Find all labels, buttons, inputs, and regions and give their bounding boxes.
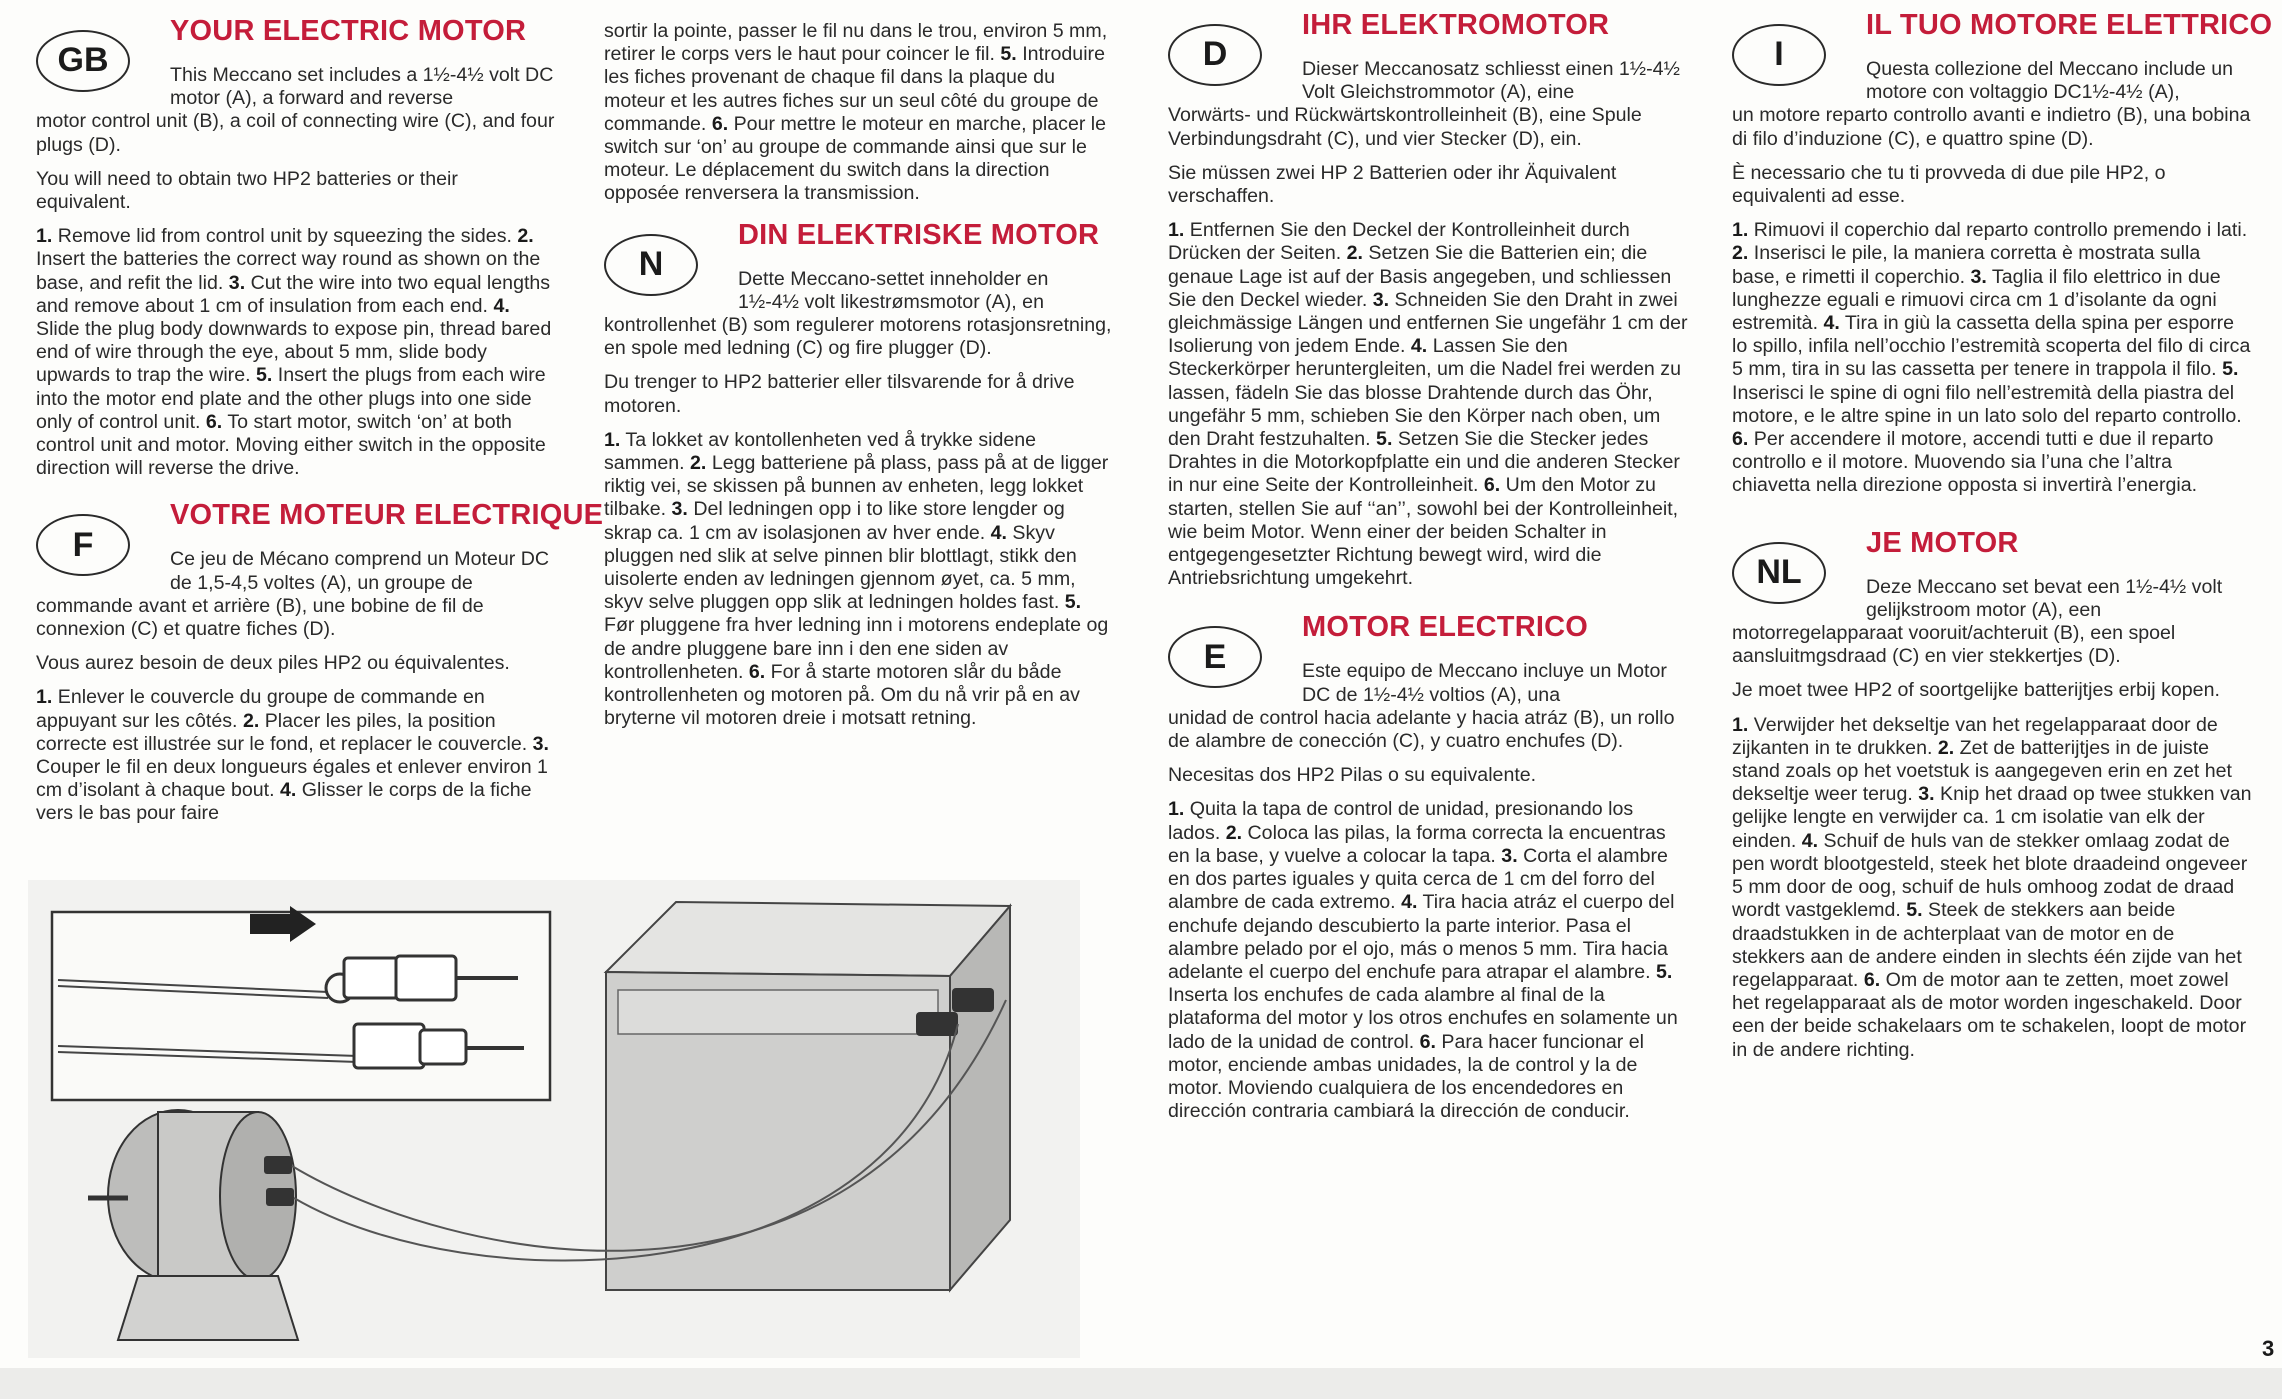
section-i (1732, 9, 2273, 498)
step-text: Placer les piles, la position correcte est illustrée sur le fond, et replacer le couvercle. (36, 709, 533, 755)
language-badge-nl: NL (1732, 542, 1826, 604)
step-text: Taglia il filo elettrico in due lunghezze eguali e rimuovi circa cm 1 d’isolante da ogni estremità. (1732, 265, 2221, 335)
section-n (604, 218, 1114, 731)
step-text: Entfernen Sie den Deckel der Kontrolleinheit durch Drücken der Seiten. (1168, 219, 1630, 265)
section-nl (1732, 526, 2252, 1062)
step-number: 3. (1970, 265, 1987, 288)
step-text: Tira hacia atráz el cuerpo del enchufe dejando descubierto la parte interior. Pasa el alambre pelado por el ojo, más o menos 5 mm. Tira hacia adelante el cuerpo del enchufe para atrapar el alambre. (1168, 891, 1675, 983)
step-text: Schuif de huls van de stekker omlaag zodat de pen wordt blootgesteld, steek het blote draadeind ongeveer 5 mm door de oog, schuif de huls omhoog zodat de draad wordt vastgeklemd. (1732, 829, 2248, 922)
step-text: Coloca las pilas, la forma correcta la encuentras en la base, y vuelve a colocar la tapa. (1168, 821, 1666, 867)
section-title-f: VOTRE MOTEUR ELECTRIQUE (170, 499, 604, 532)
step-number: 6. (1419, 1030, 1436, 1053)
section-f (36, 499, 604, 825)
step-number: 2. (1732, 242, 1749, 265)
step-text: Inserta los enchufes de cada alambre al final de la plataforma del motor y los otros enchufes en solamente un lado de la unidad de control. (1168, 984, 1678, 1053)
column-4 (1732, 9, 2273, 1062)
step-text: Glisser le corps de la fiche vers le bas pour faire (36, 779, 532, 825)
step-number: 5. (1000, 43, 1017, 66)
step-text: Ta lokket av kontollenheten ved å trykke sidene sammen. (604, 428, 1037, 475)
batteries-d: Sie müssen zwei HP 2 Batterien oder ihr Äquivalent verschaffen. (1168, 161, 1617, 208)
step-number: 2. (690, 452, 707, 475)
step-number: 2. (1937, 736, 1955, 759)
step-number: 4. (1801, 829, 1819, 852)
step-number: 5. (1656, 960, 1673, 983)
intro-e-rest: unidad de control hacia adelante y hacia atráz (B), un rollo de alambre de conección (C), y cuatro enchufes (D). (1168, 706, 1675, 753)
step-text: Remove lid from control unit by squeezing the sides. (52, 225, 518, 248)
steps-d (1168, 219, 1688, 590)
section-title-nl: JE MOTOR (1866, 526, 2019, 559)
step-number: 1. (1168, 219, 1185, 242)
step-text: Lassen Sie den Steckerkörper heruntergleiten, um die Nadel frei werden zu lassen, fädeln Sie das blosse Drahtende durch das Öhr, ungefähr 5 mm, schieben Sie den Körper nach oben, um den Draht festzuhalten. (1168, 335, 1681, 451)
section-gb (36, 15, 556, 480)
language-badge-i: I (1732, 24, 1826, 86)
step-text: Verwijder het dekseltje van het regelapparaat door de zijkanten in te drukken. (1732, 713, 2218, 759)
step-number: 1. (1732, 713, 1749, 736)
step-number: 6. (711, 112, 729, 135)
bottom-margin-band (0, 1368, 2282, 1399)
step-number: 3. (1501, 844, 1518, 867)
step-text: Enlever le couvercle du groupe de commande en appuyant sur les côtés. (36, 686, 485, 732)
step-text: Knip het draad op twee stukken van gelijke lengte en verwijder ca. 1 cm isolatie van elk der einden. (1732, 783, 2252, 852)
step-text: Legg batteriene på plass, pass på at de ligger riktig vei, se skissen på bunnen av enheten, legg lokket tilbake. (604, 452, 1109, 521)
step-number: 5. (1906, 899, 1923, 922)
batteries-i: È necessario che tu ti provveda di due pile HP2, o equivalenti ad esse. (1732, 161, 2166, 208)
intro-nl-rest: motorregelapparaat vooruit/achteruit (B), een spoel aansluitmgsdraad (C) en vier stekkertjes (D). (1732, 622, 2176, 668)
plug-detail-inset (52, 906, 550, 1100)
intro-e-first: Este equipo de Meccano incluye un Motor DC de 1½-4½ voltios (A), una (1302, 660, 1667, 706)
step-text: Rimuovi il coperchio dal reparto controllo premendo i lati. (1748, 219, 2248, 242)
step-number: 3. (1372, 288, 1390, 311)
step-number: 1. (604, 428, 621, 451)
language-badge-n: N (604, 234, 698, 296)
step-number: 2. (1225, 821, 1243, 844)
intro-gb-rest: motor control unit (B), a coil of connecting wire (C), and four plugs (D). (36, 110, 555, 156)
intro-n-rest: kontrollenhet (B) som regulerer motorens rotasjonsretning, en spole med ledning (C) og fire plugger (D). (604, 314, 1112, 360)
step-text: Inserisci le spine di ogni filo nell’estremità della piastra del motore, e le altre spine in un lato solo del reparto controllo. (1732, 381, 2242, 427)
step-number: 4. (1410, 335, 1428, 358)
step-number: 3. (532, 732, 549, 755)
step-number: 4. (1401, 891, 1418, 914)
step-text: Schneiden Sie den Draht in zwei gleichmässige Längen und entfernen Sie ungefähr 1 cm der Isolierung von jedem Ende. (1168, 288, 1688, 358)
motor-wiring-illustration (28, 880, 1080, 1358)
step-number: 3. (228, 271, 246, 294)
batteries-f: Vous aurez besoin de deux piles HP2 ou équivalentes. (36, 652, 510, 675)
step-number: 1. (1168, 798, 1185, 821)
step-text: Del ledningen opp i to like store lengder og skrap ca. 1 cm av isolasjonen av hver ende. (604, 498, 1065, 544)
step-number: 5. (1064, 591, 1082, 614)
step-number: 2. (1346, 242, 1363, 265)
step-number: 6. (748, 660, 766, 683)
section-title-n: DIN ELEKTRISKE MOTOR (738, 218, 1100, 251)
batteries-e: Necesitas dos HP2 Pilas o su equivalente. (1168, 764, 1537, 787)
intro-f-first: Ce jeu de Mécano comprend un Moteur DC de 1,5-4,5 voltes (A), un groupe de (170, 548, 550, 594)
steps-i (1732, 219, 2252, 497)
intro-i-first: Questa collezione del Meccano include un motore con voltaggio DC1½-4½ (A), (1866, 58, 2234, 104)
intro-f-rest: commande avant et arrière (B), une bobine de fil de connexion (C) et quatre fiches (D). (36, 594, 484, 641)
step-number: 2. (517, 225, 534, 248)
step-text: Skyv pluggen ned slik at selve pinnen blir blottlagt, stikk den uisolerte enden av ledningen gjennom øyet, ca. 5 mm, skyv selve pluggen opp slik at ledningen holdes fast. (604, 521, 1077, 614)
intro-d-rest: Vorwärts- und Rückwärtskontrolleinheit (B), eine Spule Verbindungsdraht (C), und vier Stecker (D), ein. (1168, 104, 1642, 150)
step-text: Insert the plugs from each wire into the motor end plate and the other plugs into one side only of control unit. (36, 364, 546, 433)
step-number: 3. (671, 498, 688, 521)
batteries-gb: You will need to obtain two HP2 batteries or their equivalent. (36, 167, 458, 214)
step-number: 5. (256, 364, 273, 387)
step-number: 1. (36, 225, 53, 248)
page-number: 3 (2262, 1336, 2275, 1361)
step-number: 6. (205, 410, 223, 433)
batteries-n: Du trenger to HP2 batterier eller tilsvarende for å drive motoren. (604, 371, 1075, 417)
section-d (1168, 9, 1688, 590)
step-number: 2. (242, 709, 260, 732)
steps-f (36, 686, 556, 825)
step-number: 6. (1863, 968, 1881, 991)
language-badge-f: F (36, 514, 130, 576)
step-text: To start motor, switch ‘on’ at both control unit and motor. Moving either switch in the opposite direction will reverse the drive. (36, 410, 546, 480)
steps-gb (36, 225, 556, 480)
section-title-i: IL TUO MOTORE ELETTRICO (1866, 9, 2273, 41)
step-text: Zet de batterijtjes in de juiste stand zoals op het voetstuk is aangegeven erin en zet het dekseltje weer terug. (1732, 736, 2232, 806)
intro-nl-first: Deze Meccano set bevat een 1½-4½ volt gelijkstroom motor (A), een (1866, 575, 2223, 621)
intro-i-rest: un motore reparto controllo avanti e indietro (B), una bobina di filo d’induzione (C), e quattro spine (D). (1732, 104, 2251, 150)
column-3 (1168, 9, 1688, 1123)
section-title-d: IHR ELEKTROMOTOR (1302, 9, 1610, 41)
step-text: Cut the wire into two equal lengths and remove about 1 cm of insulation from each end. (36, 271, 551, 317)
step-text: For å starte motoren slår du både kontrollenheten og motoren på. Om du nå vrir på en av bryterne vil motoren dreie i motsatt retning. (604, 660, 1080, 730)
step-text: Um den Motor zu starten, stellen Sie auf ‘‘an’’, sowohl bei der Kontrolleinheit, wie beim Motor. Wenn einer der beiden Schalter in entgegengesetzter Richtung bewegt wird, wird die Antriebsrichtung umgekehrt. (1168, 474, 1679, 590)
step-text: Setzen Sie die Stecker jedes Drahtes in die Motorkopfplatte ein und die anderen Stecker in nur eine Seite der Kontrolleinheit. (1168, 428, 1680, 497)
step-number: 4. (493, 294, 510, 317)
language-badge-d: D (1168, 24, 1262, 86)
step-text: Tira in giù la cassetta della spina per esporre lo spillo, infila nell’occhio l’estremità scoperta del filo di circa 5 mm, tira in su las cassetta per tenere in trappola il filo. (1732, 312, 2251, 381)
step-number: 5. (1376, 428, 1393, 451)
step-text: Pour mettre le moteur en marche, placer le switch sur ‘on’ au groupe de commande ainsi que sur le moteur. Le déplacement du switch dans la direction opposée renversera la transmission. (604, 112, 1107, 205)
step-text: Per accendere il motore, accendi tutti e due il reparto controllo e il motore. Muovendo sia l’una che l’altra chiavetta nella direzione opposta si invertirà l’energia. (1732, 428, 2214, 497)
intro-n-first: Dette Meccano-settet inneholder en 1½-4½ volt likestrømsmotor (A), en (738, 267, 1049, 313)
steps-e (1168, 798, 1688, 1123)
step-number: 4. (279, 779, 297, 802)
language-badge-e: E (1168, 626, 1262, 688)
step-text: Setzen Sie die Batterien ein; die genaue Lage ist auf der Basis angegeben, und schliessen Sie den Deckel wieder. (1168, 242, 1672, 311)
step-text: Quita la tapa de control de unidad, presionando los lados. (1168, 798, 1634, 844)
step-number: 3. (1918, 783, 1935, 806)
language-badge-gb: GB (36, 30, 130, 92)
step-text: Slide the plug body downwards to expose pin, thread bared end of wire through the eye, about 5 mm, slide body upwards to trap the wire. (36, 318, 552, 387)
steps-nl (1732, 714, 2252, 1062)
step-text: Insert the batteries the correct way round as shown on the base, and refit the lid. (36, 248, 541, 294)
step-text: Inserisci le pile, la maniera corretta è mostrata sulla base, e rimetti il coperchio. (1732, 242, 2201, 288)
batteries-nl: Je moet twee HP2 of soortgelijke batterijtjes erbij kopen. (1732, 679, 2220, 702)
step-text: Couper le fil en deux longueurs égales et enlever environ 1 cm d’isolant à chaque bout. (36, 756, 548, 802)
section-e (1168, 611, 1688, 1123)
steps-n (604, 429, 1114, 731)
step-text: Om de motor aan te zetten, moet zowel het regelapparaat als de motor worden ingeschakeld. Door een der beide schakelaars om te schakelen, loopt de motor in de andere richting. (1732, 968, 2247, 1061)
step-text: Para hacer funcionar el motor, enciende ambas unidades, la de control y la de motor. Moviendo cualquiera de los encendedores en dirección contraria cambiará la dirección de conducir. (1168, 1030, 1645, 1123)
step-text: Før pluggene fra hver ledning inn i motorens endeplate og de andre pluggene bare inn i den ene siden av kontrollenheten. (604, 614, 1109, 683)
step-text: Corta el alambre en dos partes iguales y quita cerca de 1 cm del forro del alambre de cada extremo. (1168, 844, 1668, 914)
step-number: 6. (1483, 474, 1501, 497)
step-number: 1. (1732, 219, 1749, 242)
section-title-gb: YOUR ELECTRIC MOTOR (170, 15, 527, 47)
step-number: 5. (2222, 358, 2239, 381)
step-number: 1. (36, 686, 53, 709)
steps-f-continued (604, 20, 1114, 206)
step-text-continued: sortir la pointe, passer le fil nu dans le trou, environ 5 mm, retirer le corps vers le haut pour coincer le fil. (604, 20, 1108, 66)
step-number: 4. (1823, 312, 1840, 335)
column-1 (36, 15, 604, 826)
step-text: Introduire les fiches provenant de chaque fil dans la plaque du moteur et les autres fiches sur un seul côté du groupe de commande. (604, 43, 1105, 135)
step-text: Steek de stekkers aan beide draadstukken in de achterplaat van de motor en de stekkers aan de andere einden in slechts één zijde van het regelapparaat. (1732, 899, 2242, 991)
step-number: 6. (1732, 428, 1749, 451)
intro-d-first: Dieser Meccanosatz schliesst einen 1½-4½ Volt Gleichstrommotor (A), eine (1302, 58, 1680, 104)
intro-gb-first: This Meccano set includes a 1½-4½ volt DC motor (A), a forward and reverse (170, 64, 554, 110)
column-2 (604, 20, 1114, 730)
section-title-e: MOTOR ELECTRICO (1302, 611, 1589, 644)
step-number: 4. (990, 521, 1007, 544)
